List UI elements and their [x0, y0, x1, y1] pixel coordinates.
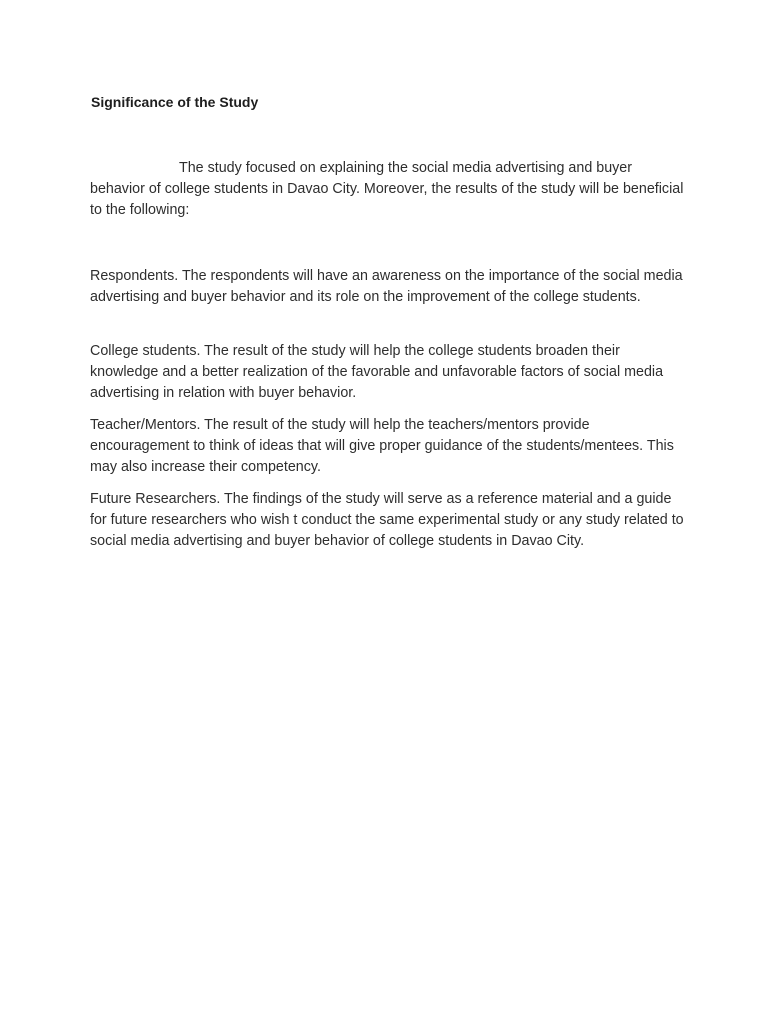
paragraph-college-students: College students. The result of the study will help the college students broaden their knowledge and a better realization of the favorable and unfavorable factors of social media advertising in relation with buyer behavior.	[90, 343, 664, 401]
paragraph-teacher-mentors: Teacher/Mentors. The result of the study will help the teachers/mentors provide encouragement to think of ideas that will give proper guidance of the students/mentees. This may also increase their competency.	[90, 417, 674, 475]
paragraph-respondents: Respondents. The respondents will have an awareness on the importance of the social media advertising and buyer behavior and its role on the improvement of the college students.	[90, 268, 683, 305]
section-heading: Significance of the Study	[91, 94, 259, 110]
intro-paragraph: The study focused on explaining the social media advertising and buyer behavior of college students in Davao City. Moreover, the results of the study will be beneficial to the following:	[90, 160, 684, 218]
paragraph-future-researchers: Future Researchers. The findings of the study will serve as a reference material and a guide for future researchers who wish t conduct the same experimental study or any study related to social media advertising and buyer behavior of college students in Davao City.	[90, 491, 684, 549]
